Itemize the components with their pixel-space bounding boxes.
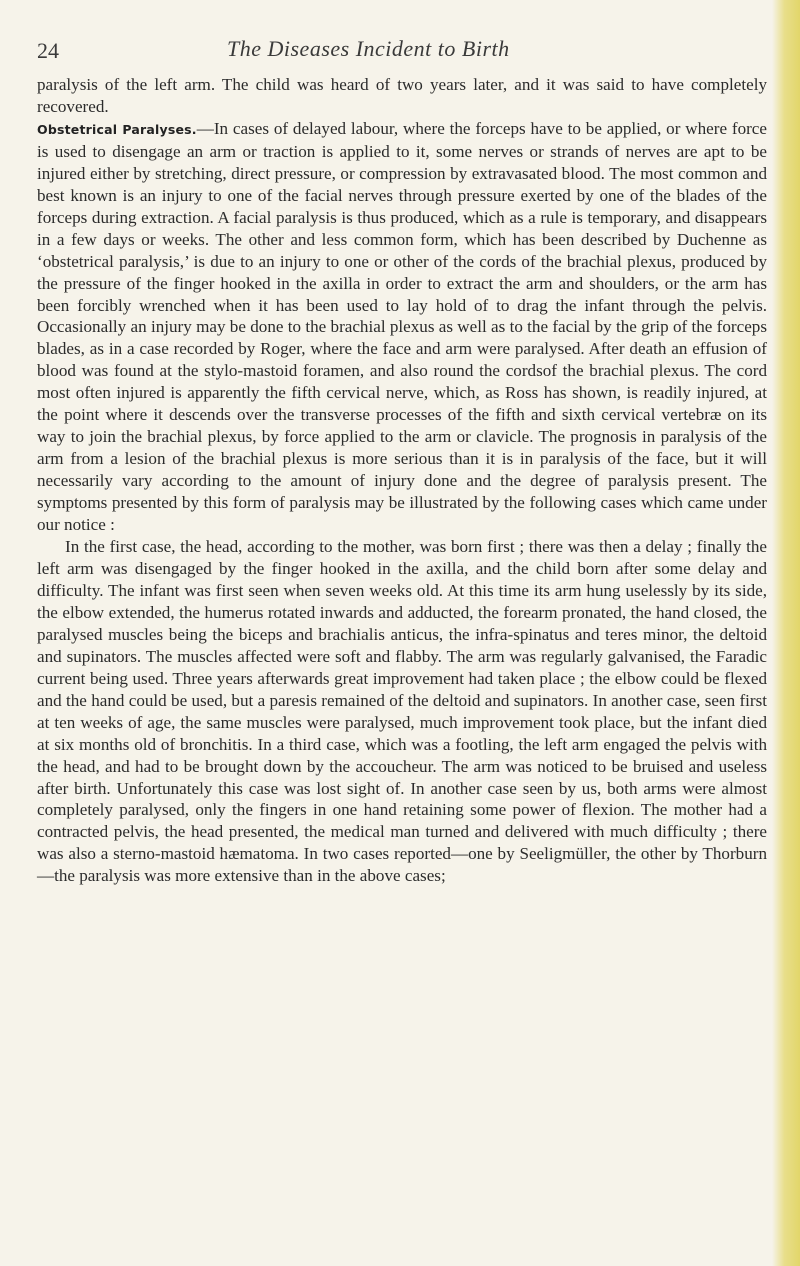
section-heading: Obstetrical Paralyses.: [37, 121, 197, 137]
running-title: The Diseases Incident to Birth: [227, 36, 510, 61]
cases-paragraph: In the first case, the head, according to the mother, was born first ; there was then a delay ; finally the left arm was disengaged by the finger hooked in the axilla, and the child born after some delay and difficulty. The infant was first seen when seven weeks old. At this time its arm hung uselessly by its side, the elbow extended, the humerus rotated inwards and adducted, the forearm pronated, the hand closed, the paralysed muscles being the biceps and brachialis anticus, the infra-spinatus and teres minor, the deltoid and supinators. The muscles affected were soft and flabby. The arm was regularly galvanised, the Faradic current being used. Three years afterwards great improvement had taken place ; the elbow could be flexed and the hand could be used, but a paresis remained of the deltoid and supinators. In another case, seen first at ten weeks of age, the same muscles were paralysed, much improvement took place, but the infant died at six months old of bronchitis. In a third case, which was a footling, the left arm engaged the pelvis with the head, and had to be brought down by the accoucheur. The arm was noticed to be bruised and useless after birth. Unfortunately this case was lost sight of. In another case seen by us, both arms were almost completely paralysed, only the fingers in one hand retaining some power of flexion. The mother had a contracted pelvis, the head presented, the medical man turned and delivered with much difficulty ; there was also a sterno-mastoid hæmatoma. In two cases reported—one by Seeligmüller, the other by Thorburn—the paralysis was more extensive than in the above cases;: [37, 537, 767, 886]
section-body: —In cases of delayed labour, where the forceps have to be applied, or where force is used to disengage an arm or traction is applied to it, some nerves or strands of nerves are apt to be injured either by stretching, direct pressure, or compression by extravasated blood. The most common and best known is an injury to one of the facial nerves through pressure exerted by one of the blades of the forceps during extraction. A facial paralysis is thus produced, which as a rule is temporary, and disappears in a few days or weeks. The other and less common form, which has been described by Duchenne as ‘obstetrical paralysis,’ is due to an injury to one or other of the cords of the brachial plexus, produced by the pressure of the finger hooked in the axilla in order to extract the arm and shoulders, or the arm has been forcibly wrenched when it has been used to lay hold of to drag the infant through the pelvis. Occasionally an injury may be done to the brachial plexus as well as to the facial by the grip of the forceps blades, as in a case recorded by Roger, where the face and arm were paralysed. After death an effusion of blood was found at the stylo-mastoid foramen, and also round the cordsof the brachial plexus. The cord most often injured is apparently the fifth cervical nerve, which, as Ross has shown, is readily injured, at the point where it descends over the transverse processes of the fifth and sixth cervical vertebræ on its way to join the brachial plexus, by force applied to the arm or clavicle. The prognosis in paralysis of the arm from a lesion of the brachial plexus is more serious than it is in paralysis of the face, but it will necessarily vary according to the amount of injury done and the degree of paralysis present. The symptoms presented by this form of paralysis may be illustrated by the following cases which came under our notice :: [37, 118, 767, 535]
body-text: [37, 74, 767, 887]
page-number: 24: [37, 38, 59, 63]
page-edge: [772, 0, 800, 1266]
obstetrical-paralyses-paragraph: [37, 118, 767, 536]
book-page: [37, 30, 767, 887]
opening-paragraph: paralysis of the left arm. The child was heard of two years later, and it was said to have completely recovered.: [37, 75, 767, 116]
running-head: [37, 30, 767, 70]
